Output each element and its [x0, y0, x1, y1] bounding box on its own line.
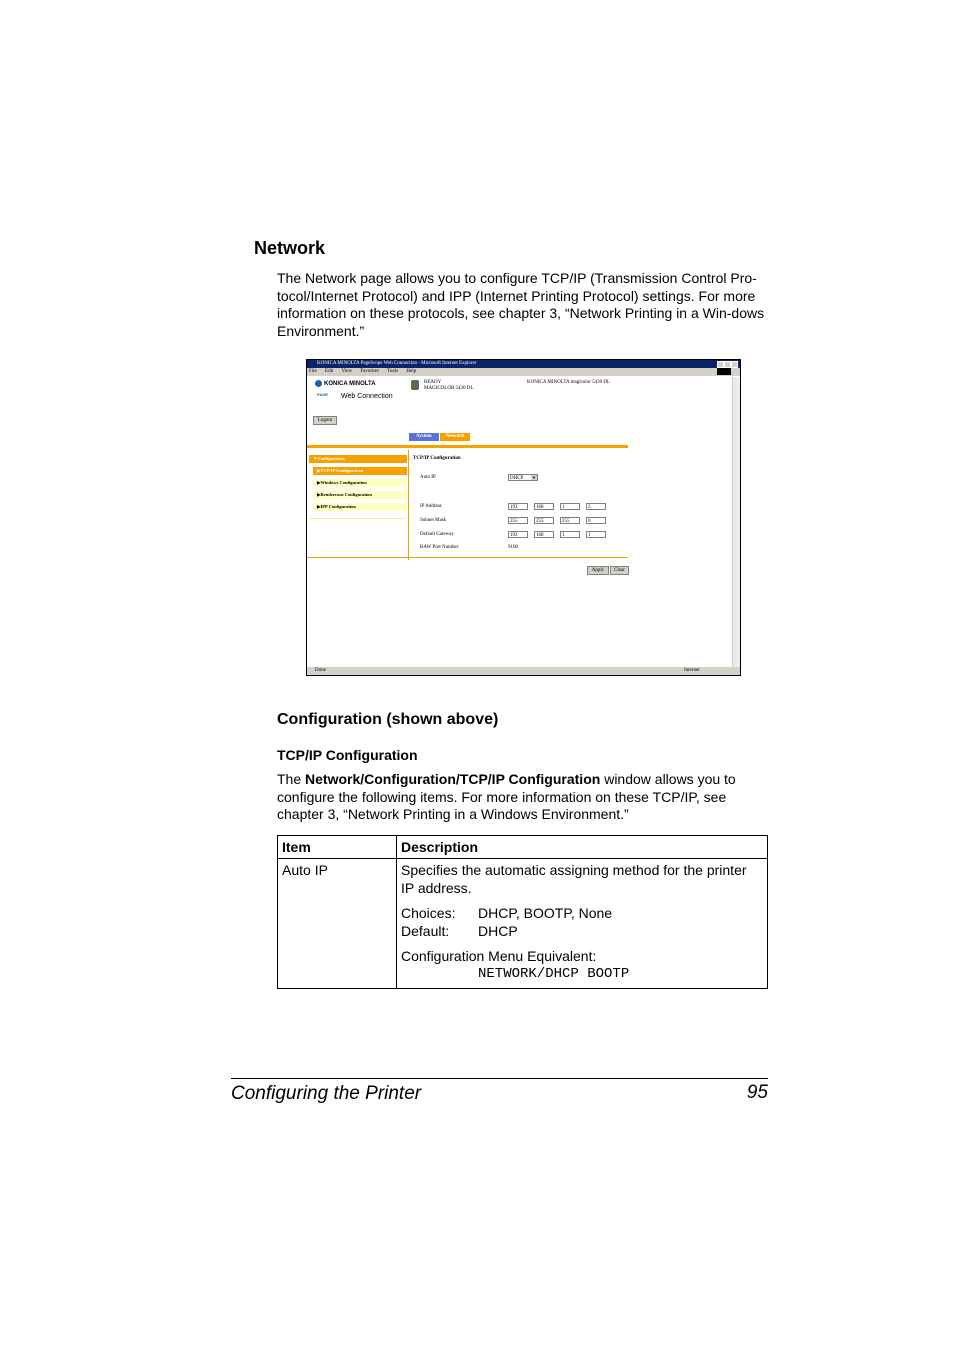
- gateway-label: Default Gateway: [420, 532, 455, 537]
- windows-logo-icon: [717, 368, 731, 375]
- brand-logo: KONICA MINOLTA: [315, 380, 376, 387]
- nav-tcpip[interactable]: ▶TCP/IP Configuration: [313, 467, 407, 475]
- intro-paragraph: The Network page allows you to configure TCP/IP (Transmission Control Pro-tocol/Internet Protocol) and IPP (Internet Printing Protocol) settings. For more information on these protocols, see chapter 3, “Network Printing in a Win-dows Environment.”: [277, 270, 765, 339]
- ip-octet-4[interactable]: 2: [586, 503, 606, 510]
- apply-button[interactable]: Apply: [587, 566, 609, 575]
- maximize-icon: [724, 361, 731, 368]
- vertical-scrollbar[interactable]: [732, 377, 740, 667]
- subnet-octet-4[interactable]: 0: [586, 517, 606, 524]
- status-model: MAGICOLOR 5430 DL: [424, 386, 474, 391]
- konica-minolta-logo-icon: [315, 380, 322, 387]
- chevron-down-icon: ▼: [532, 475, 536, 480]
- ip-octet-3[interactable]: 1: [560, 503, 580, 510]
- nav-configuration[interactable]: ▼Configuration: [309, 455, 407, 463]
- subsection-title: Configuration (shown above): [277, 711, 499, 728]
- subnet-label: Subnet Mask: [420, 518, 447, 523]
- logout-button[interactable]: Logout: [313, 416, 337, 425]
- web-connection-text: Web Connection: [341, 393, 393, 400]
- header-divider: [307, 445, 628, 448]
- table-header-row: [278, 836, 768, 859]
- ip-address-label: IP Address: [420, 504, 442, 509]
- status-ready: READY: [424, 380, 442, 385]
- settings-table: [277, 835, 768, 989]
- printer-name: KONICA MINOLTA magicolor 5430 DL: [527, 380, 611, 385]
- footer-rule: [231, 1078, 768, 1079]
- header-item: Item: [278, 836, 397, 859]
- web-connection-label: PAGE: [317, 392, 329, 397]
- row-description: Specifies the automatic assigning method for the printer IP address. Choices: DHCP, BOOTP, None Default: DHCP Configuration Menu Equivalent: NETWORK/DHCP BOOTP: [397, 859, 768, 989]
- printer-status-icon: [411, 380, 419, 390]
- gateway-octet-2[interactable]: 168: [534, 531, 554, 538]
- subnet-octet-2[interactable]: 255: [534, 517, 554, 524]
- gateway-octet-1[interactable]: 192: [508, 531, 528, 538]
- subnet-octet-1[interactable]: 255: [508, 517, 528, 524]
- minimize-icon: [717, 361, 724, 368]
- panel-title: TCP/IP Configuration: [413, 456, 461, 461]
- window-titlebar: [307, 360, 740, 368]
- section-title: Network: [254, 238, 326, 258]
- header-description: Description: [397, 836, 768, 859]
- browser-content: [307, 377, 740, 667]
- nav-divider: [408, 450, 409, 560]
- raw-port-value: 9100: [508, 545, 518, 550]
- menu-bar: [307, 368, 740, 376]
- raw-port-label: RAW Port Number: [420, 545, 459, 550]
- menu-file: File: [309, 369, 317, 374]
- row-item: Auto IP: [278, 859, 397, 989]
- window-path: Network/Configuration/TCP/IP Configuration: [305, 771, 601, 787]
- page-number: 95: [746, 1082, 768, 1103]
- gateway-octet-4[interactable]: 1: [586, 531, 606, 538]
- nav-bottom-rule: [309, 518, 405, 519]
- nav-ipp[interactable]: ▶IPP Configuration: [313, 503, 407, 511]
- nav-rendezvous[interactable]: ▶Rendezvous Configuration: [313, 491, 407, 499]
- tab-network[interactable]: Network: [440, 433, 470, 441]
- status-zone: Internet: [684, 668, 700, 673]
- menu-view: View: [341, 369, 353, 374]
- ip-octet-2[interactable]: 168: [534, 503, 554, 510]
- menu-help: Help: [406, 369, 417, 374]
- ip-octet-1[interactable]: 192: [508, 503, 528, 510]
- auto-ip-label: Auto IP: [420, 475, 436, 480]
- clear-button[interactable]: Clear: [610, 566, 629, 575]
- menu-edit: Edit: [325, 369, 334, 374]
- table-row: [278, 859, 768, 989]
- close-icon: [731, 361, 738, 368]
- paragraph-2: The Network/Configuration/TCP/IP Configuration window allows you to configure the following items. For more information on these TCP/IP, see chapter 3, “Network Printing in a Windows Environment.”: [277, 771, 736, 822]
- gateway-octet-3[interactable]: 1: [560, 531, 580, 538]
- auto-ip-select[interactable]: DHCP ▼: [508, 474, 538, 481]
- menu-tools: Tools: [387, 369, 399, 374]
- tab-system[interactable]: System: [409, 433, 439, 441]
- nav-windows[interactable]: ▶Windows Configuration: [313, 479, 407, 487]
- window-title: KONICA MINOLTA PageScope Web Connection - Microsoft Internet Explorer: [317, 361, 477, 366]
- panel-bottom-rule: [307, 557, 628, 558]
- footer-chapter: Configuring the Printer: [231, 1083, 422, 1104]
- status-done: Done: [315, 668, 326, 673]
- subnet-octet-3[interactable]: 255: [560, 517, 580, 524]
- menu-favorites: Favorites: [360, 369, 379, 374]
- status-bar: [307, 667, 740, 675]
- subsubsection-title: TCP/IP Configuration: [277, 747, 418, 763]
- browser-screenshot: [306, 359, 741, 676]
